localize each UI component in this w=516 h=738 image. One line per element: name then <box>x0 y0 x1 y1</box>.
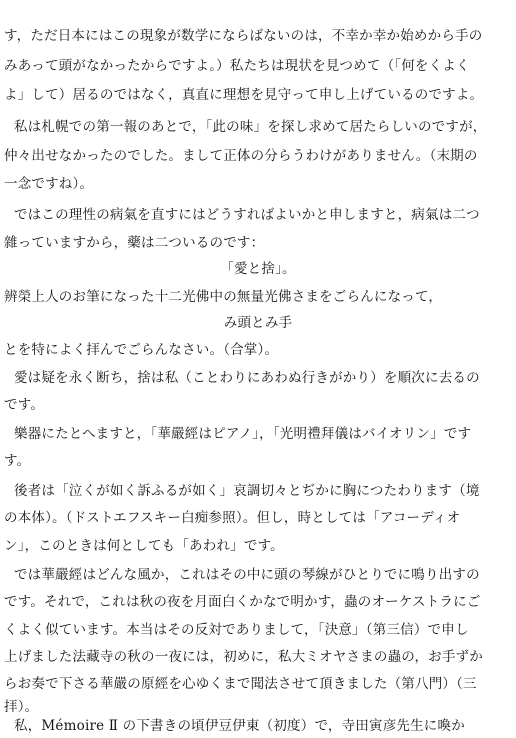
text-line: では華嚴經はどんな風か，これはその中に頭の琴線がひとりでに鳴り出すの <box>14 567 480 583</box>
text-line: す，ただ日本にはこの現象が数学にならばないのは，不幸か幸か始めから手の <box>4 28 483 44</box>
text-line: 一念ですね）。 <box>4 176 94 192</box>
text-line: よ」して）居るのではなく，真直に理想を見守って申し上げているのですよ。 <box>4 87 484 103</box>
text-line: 拝）。 <box>4 699 39 715</box>
text-line: 上げました法藏寺の秋の一夜には，初めに，私大ミオヤさまの蟲の，お手ずか <box>4 649 483 665</box>
text-line: 樂器にたとへますと，「華嚴經はピアノ」，「光明禮拜儀はバイオリン」です <box>14 426 472 442</box>
text-line: 後者は「泣くが如く訴ふるが如く」哀調切々とぢかに胸につたわります（境 <box>14 483 480 499</box>
text-line: 仲々出せなかったのでした。まして正体の分らうわけがありません。（末期の <box>4 148 478 164</box>
text-line: くよく似ています。本当はその反対でありまして，「決意」（第三信）で申し <box>4 622 469 638</box>
text-line: 辨榮上人のお筆になった十二光佛中の無量光佛さまをごらんになって， <box>4 289 443 305</box>
text-line: の本体）。（ドストエフスキー白痴参照）。但し，時としては「アコーディオ <box>4 510 461 526</box>
text-line: ではこの理性の病氣を直すにはどうすればよいかと申しますと，病氣は二つ <box>14 207 480 223</box>
text-line: とを特によく拝んでごらんなさい。（合掌）。 <box>4 342 279 358</box>
text-line: 愛は疑を永く断ち，捨は私（ことわりにあわぬ行きがかり）を順次に去るの <box>14 370 480 386</box>
centered-phrase: 「愛と捨」。 <box>220 261 296 277</box>
text-line: ン」，このときは何としても「あわれ」です。 <box>4 538 284 554</box>
text-line: す。 <box>4 453 31 469</box>
text-line: 雜っていますから，藥は二ついるのです： <box>4 235 265 251</box>
text-line: です。 <box>4 397 45 413</box>
centered-phrase: み頭とみ手 <box>223 315 293 331</box>
text-line: 私は札幌での第一報のあとで，「此の味」を探し求めて居たらしいのですが， <box>14 119 487 135</box>
text-line: です。それで，これは秋の夜を月面白くかなで明かす，蟲のオーケストラにご <box>4 594 481 610</box>
text-line: らお奏で下さる華嚴の原經を心ゆくまで聞法させて頂きました（第八門）（三 <box>4 676 477 692</box>
text-line: みあって頭がなかったからですよ。）私たちは現状を見つめて（「何をくよく <box>4 58 470 74</box>
text-line: 私，Mémoire Ⅱ の下書きの頃伊豆伊東（初度）で，寺田寅彦先生に喚か <box>14 718 465 734</box>
